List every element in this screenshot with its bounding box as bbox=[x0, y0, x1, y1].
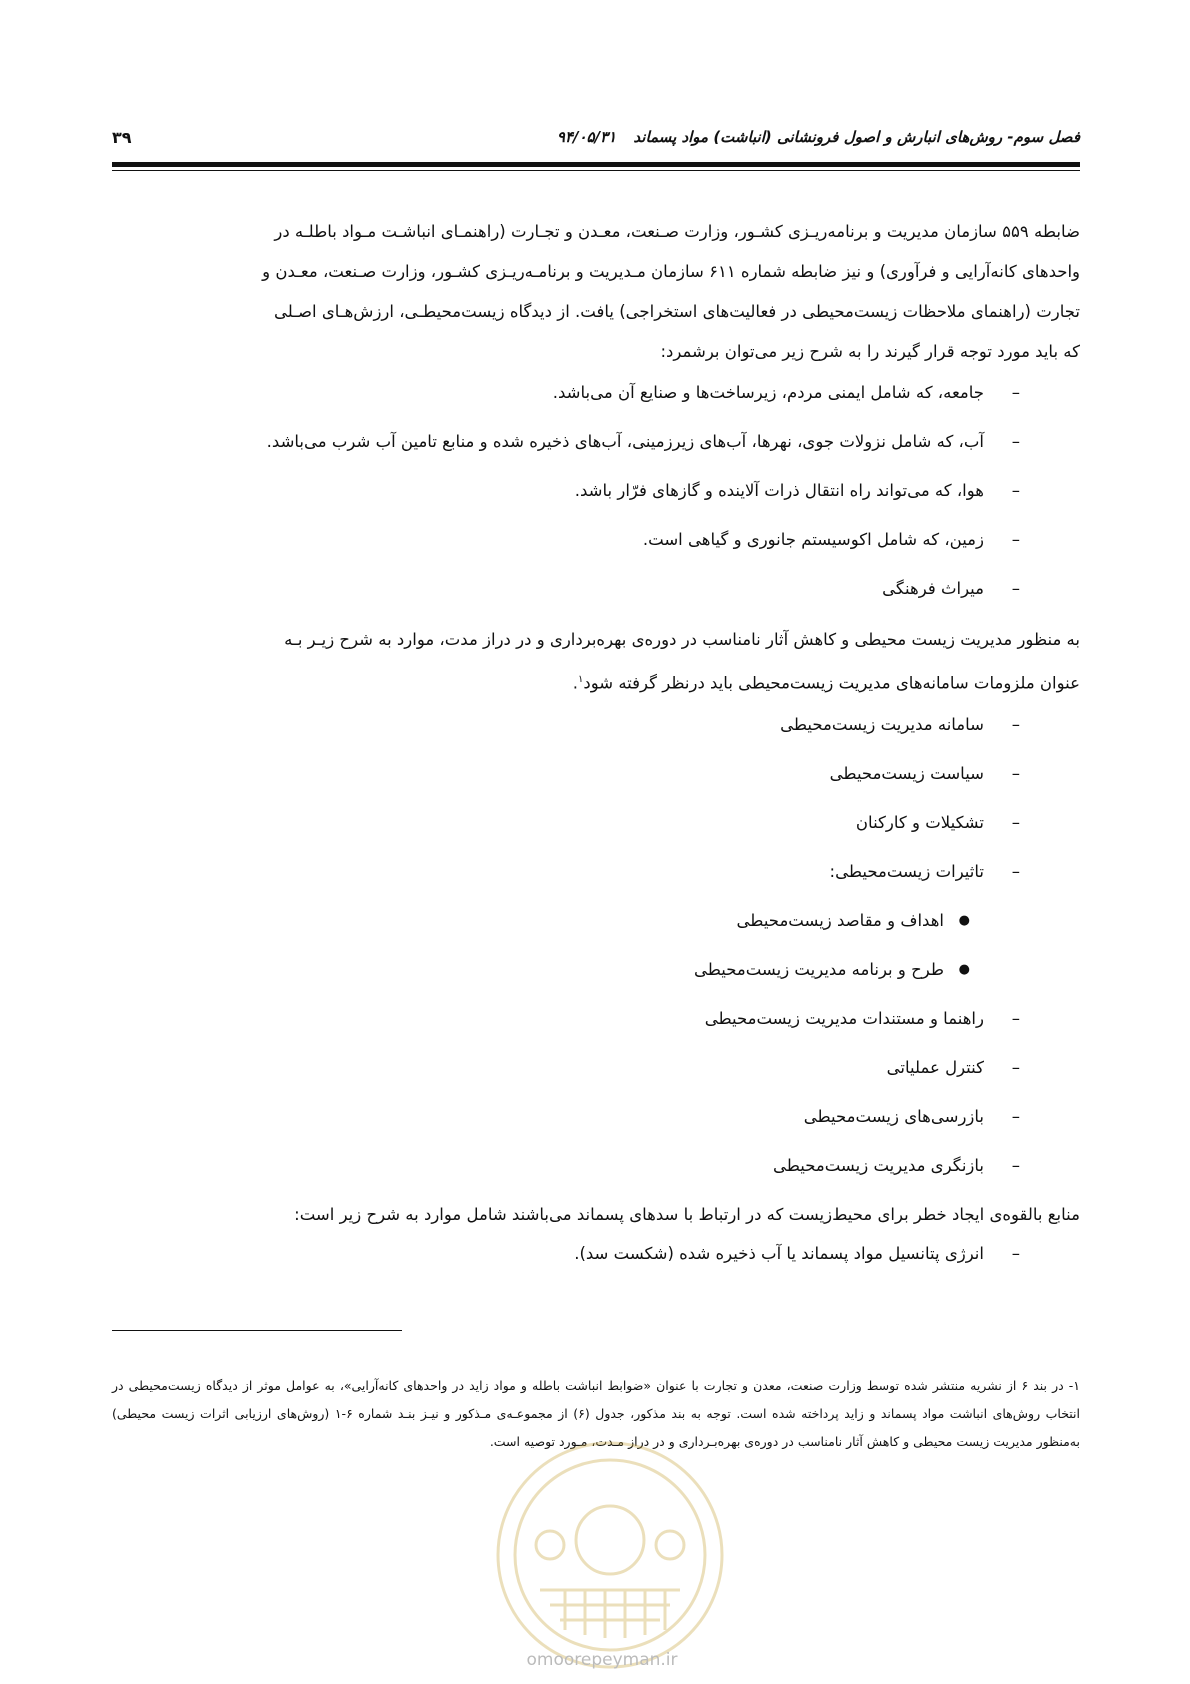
footnote-separator bbox=[112, 1330, 402, 1331]
paragraph-line: واحدهای کانه‌آرایی و فرآوری) و نیز ضابطه شماره ۶۱۱ سازمان مـدیریت و برنامـه‌ریـزی کشـور، وزارت صـنعت، معـدن و bbox=[262, 262, 1080, 281]
management-paragraph bbox=[112, 620, 1080, 704]
list-item: – سیاست زیست‌محیطی bbox=[829, 763, 1020, 783]
paragraph-line: عنوان ملزومات سامانه‌های مدیریت زیست‌محیطی باید درنظر گرفته شود$^۱$. bbox=[572, 673, 1080, 693]
list-item: – جامعه، که شامل ایمنی مردم، زیرساخت‌ها و صنایع آن می‌باشد. bbox=[552, 383, 1020, 402]
dash-marker: – bbox=[1011, 1243, 1020, 1263]
list-item: – تاثیرات زیست‌محیطی: bbox=[829, 861, 1020, 881]
list-item: – بازرسی‌های زیست‌محیطی bbox=[803, 1106, 1020, 1126]
list-item: – زمین، که شامل اکوسیستم جانوری و گیاهی است. bbox=[642, 530, 1020, 549]
footnote: ۱- در بند ۶ از نشریه منتشر شده توسط وزارت صنعت، معدن و تجارت با عنوان «ضوابط انباشت باطله و مواد زاید در واحدهای کانه‌آرایی»، به عوامل موثر از دیدگاه زیست‌محیطی در انتخاب روش‌های انباشت مواد پسماند و زاید پرداخته شده است. توجه به بند مذکور، جدول (۶) از مجموعـه‌ی مـذکور و نیـز بنـد شماره ۶-۱ (روش‌های ارزیابی اثرات زیست محیطی) به‌منظور مدیریت زیست محیطی و کاهش آثار نامناسب در دوره‌ی بهره‌بـرداری و در دراز مـدت، مـورد توصیه است. bbox=[112, 1378, 1080, 1449]
list-item: – بازنگری مدیریت زیست‌محیطی bbox=[772, 1155, 1020, 1175]
dash-marker: – bbox=[1011, 1057, 1020, 1077]
bullet-marker: ● bbox=[958, 912, 970, 928]
header-rule-thick bbox=[112, 162, 1080, 167]
risk-list bbox=[112, 1239, 1080, 1292]
list-item: – سامانه مدیریت زیست‌محیطی bbox=[780, 714, 1020, 734]
dash-marker: – bbox=[1011, 1155, 1020, 1175]
risk-paragraph: منابع بالقوه‌ی ایجاد خطر برای محیط‌زیست که در ارتباط با سدهای پسماند می‌باشند شامل موارد به شرح زیر است: bbox=[294, 1204, 1080, 1224]
paragraph-line: که باید مورد توجه قرار گیرند را به شرح زیر می‌توان برشمرد: bbox=[660, 342, 1080, 361]
dash-marker: – bbox=[1011, 383, 1020, 402]
values-list bbox=[112, 378, 1080, 620]
main-content bbox=[112, 212, 1080, 1292]
dash-marker: – bbox=[1011, 579, 1020, 598]
dash-marker: – bbox=[1011, 432, 1020, 451]
dash-marker: – bbox=[1011, 714, 1020, 734]
dash-marker: – bbox=[1011, 1008, 1020, 1028]
dash-marker: – bbox=[1011, 1106, 1020, 1126]
dash-marker: – bbox=[1011, 481, 1020, 500]
paragraph-line: به منظور مدیریت زیست محیطی و کاهش آثار نامناسب در دوره‌ی بهره‌برداری و در دراز مدت، موارد به شرح زیـر بـه bbox=[284, 630, 1080, 649]
sub-list-item: ● طرح و برنامه مدیریت زیست‌محیطی bbox=[693, 959, 970, 979]
chapter-title: فصل سوم- روش‌های انبارش و اصول فرونشانی (انباشت) مواد پسماند bbox=[633, 128, 1080, 146]
watermark-seal-icon bbox=[480, 1430, 740, 1680]
page-number: ۳۹ bbox=[112, 128, 132, 147]
dash-marker: – bbox=[1011, 763, 1020, 783]
list-item: – میراث فرهنگی bbox=[882, 579, 1020, 598]
list-item: – راهنما و مستندات مدیریت زیست‌محیطی bbox=[704, 1008, 1020, 1028]
header-date: ۹۴/۰۵/۳۱ bbox=[556, 128, 617, 146]
footnote-ref[interactable]: ۱ bbox=[578, 674, 584, 685]
list-item: – کنترل عملیاتی bbox=[886, 1057, 1020, 1077]
header-rule-thin bbox=[112, 170, 1080, 171]
watermark-text: omoorepeyman.ir bbox=[526, 1650, 678, 1670]
dash-marker: – bbox=[1011, 530, 1020, 549]
paragraph-line: ضابطه ۵۵۹ سازمان مدیریت و برنامه‌ریـزی کشـور، وزارت صـنعت، معـدن و تجـارت (راهنمـای انباشـت مـواد باطلـه در bbox=[274, 222, 1080, 241]
dash-marker: – bbox=[1011, 861, 1020, 881]
sub-list-item: ● اهداف و مقاصد زیست‌محیطی bbox=[736, 910, 970, 930]
list-item: – هوا، که می‌تواند راه انتقال ذرات آلاینده و گازهای فرّار باشد. bbox=[574, 481, 1020, 500]
intro-paragraph bbox=[112, 212, 1080, 372]
list-item: – تشکیلات و کارکنان bbox=[855, 812, 1020, 832]
page-header bbox=[112, 128, 1080, 172]
requirements-list bbox=[112, 710, 1080, 1195]
header-title bbox=[557, 128, 1080, 146]
dash-marker: – bbox=[1011, 812, 1020, 832]
list-item: – انرژی پتانسیل مواد پسماند یا آب ذخیره شده (شکست سد). bbox=[574, 1243, 1020, 1263]
paragraph-line: تجارت (راهنمای ملاحظات زیست‌محیطی در فعالیت‌های استخراجی) یافت. از دیدگاه زیست‌محیطـی، ارزش‌هـای اصـلی bbox=[273, 302, 1080, 321]
bullet-marker: ● bbox=[958, 961, 970, 977]
list-item: – آب، که شامل نزولات جوی، نهرها، آب‌های زیرزمینی، آب‌های ذخیره شده و منابع تامین آب شرب می‌باشد. bbox=[266, 432, 1020, 451]
